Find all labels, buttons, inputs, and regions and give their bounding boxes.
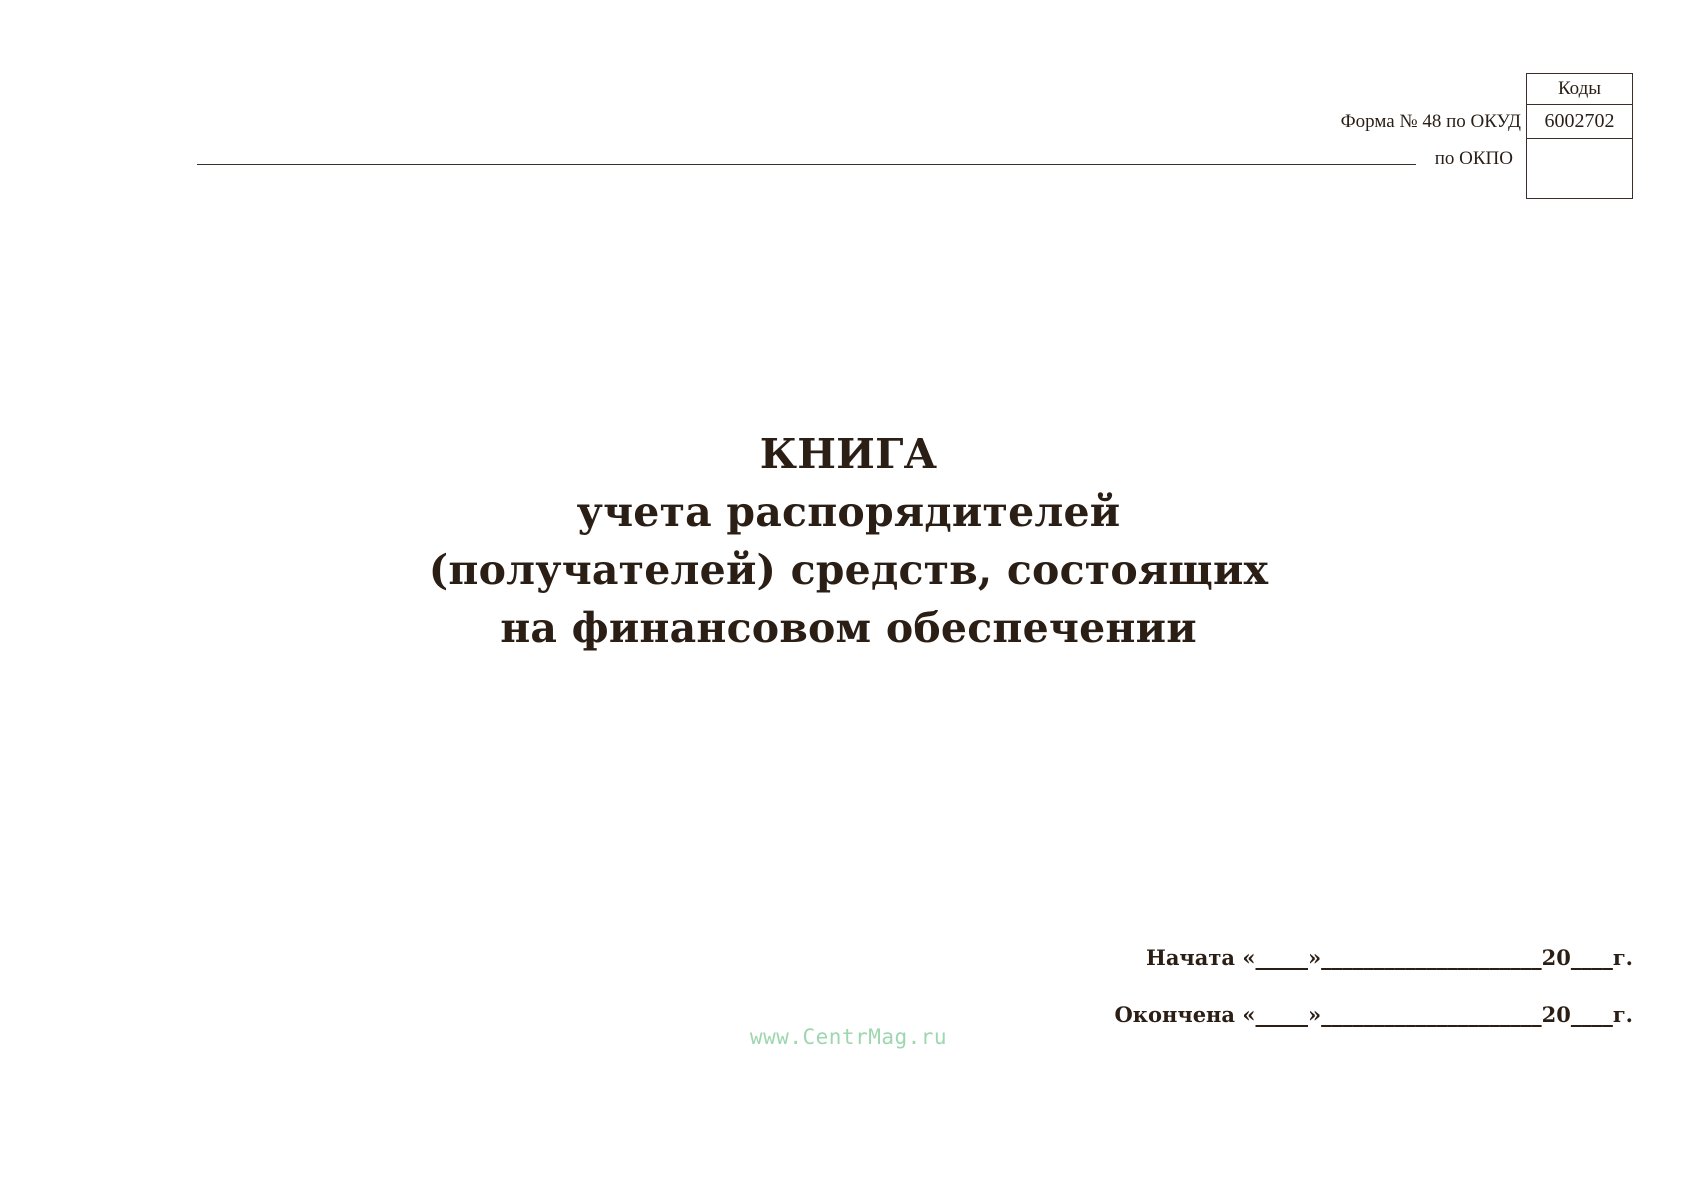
okpo-label: по ОКПО <box>1434 148 1513 169</box>
watermark: www.CentrMag.ru <box>749 1025 948 1049</box>
title-line-1: КНИГА <box>759 430 938 478</box>
codes-header: Коды <box>1527 74 1632 105</box>
title-line-4: на финансовом обеспечении <box>500 604 1197 652</box>
ended-date-field: Окончена «_____»_____________________20____г. <box>1114 1002 1633 1027</box>
organization-name-line <box>197 164 1416 165</box>
form-okud-label: Форма № 48 по ОКУД <box>1340 111 1521 132</box>
title-line-3: (получателей) средств, состоящих <box>428 546 1269 594</box>
title-line-2: учета распорядителей <box>576 488 1121 536</box>
started-date-field: Начата «_____»_____________________20____г. <box>1145 945 1633 970</box>
okpo-code-cell <box>1527 139 1632 197</box>
document-title <box>0 425 1697 657</box>
okud-code-cell: 6002702 <box>1527 105 1632 139</box>
codes-table <box>1526 73 1633 199</box>
